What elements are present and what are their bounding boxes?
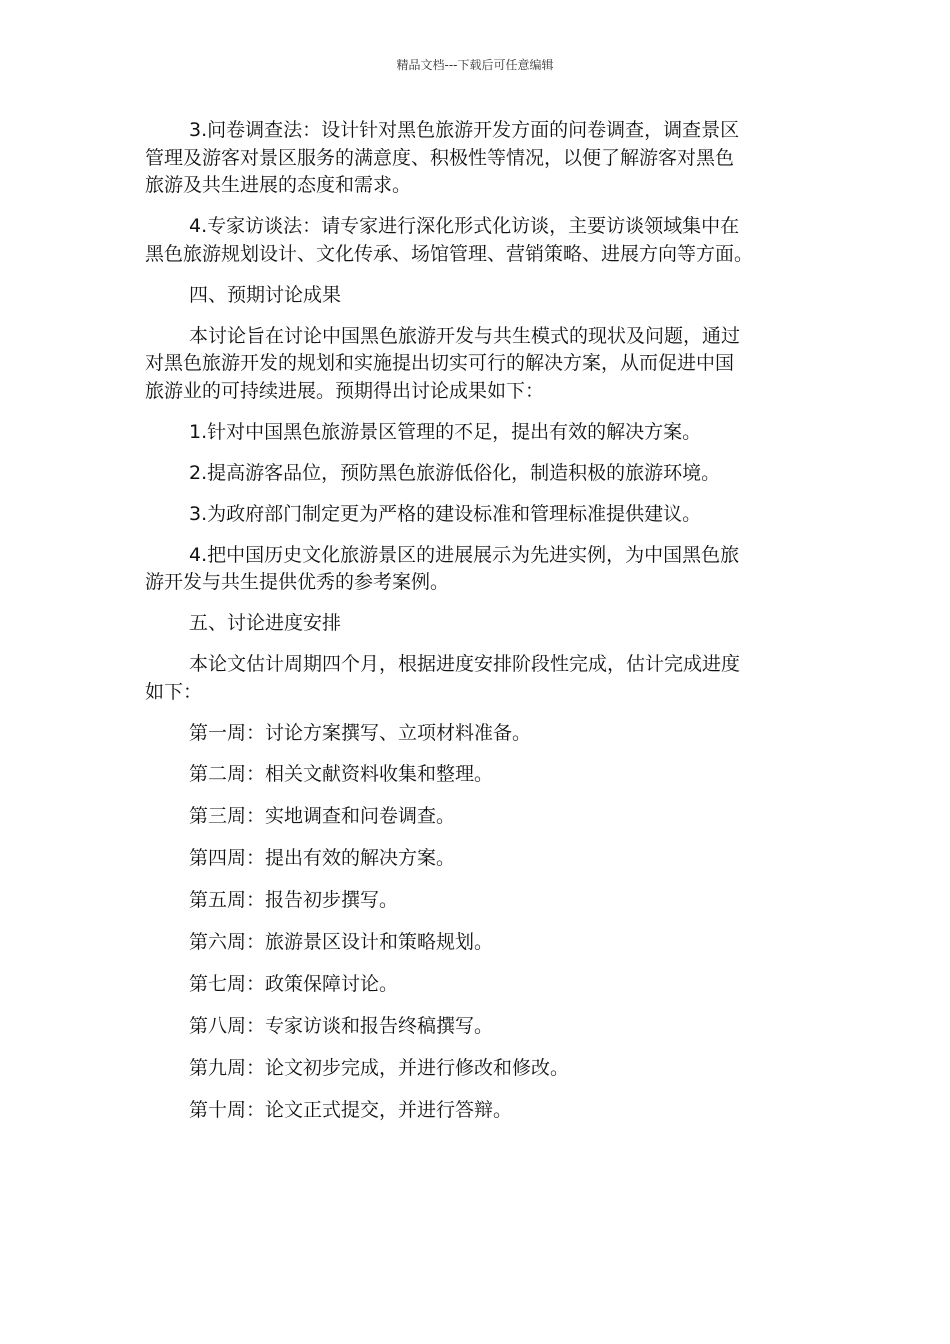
- page-header: 精品文档---下载后可任意编辑: [396, 58, 554, 72]
- result-item-3: 3.为政府部门制定更为严格的建设标准和管理标准提供建议。: [189, 502, 702, 525]
- result-item-1: 1.针对中国黑色旅游景区管理的不足，提出有效的解决方案。: [189, 420, 702, 443]
- text-line: 旅游业的可持续进展。预期得出讨论成果如下：: [145, 379, 545, 402]
- text-line: 旅游及共生进展的态度和需求。: [145, 174, 412, 196]
- schedule-week-1: 第一周：讨论方案撰写、立项材料准备。: [189, 721, 532, 744]
- section-heading-schedule: 五、讨论进度安排: [189, 612, 342, 634]
- text-line: 游开发与共生提供优秀的参考案例。: [145, 571, 450, 593]
- schedule-week-3: 第三周：实地调查和问卷调查。: [189, 805, 456, 828]
- text-line: 管理及游客对景区服务的满意度、积极性等情况，以便了解游客对黑色: [145, 146, 735, 169]
- paragraph-schedule-intro: [145, 651, 797, 706]
- result-item-2: 2.提高游客品位，预防黑色旅游低俗化，制造积极的旅游环境。: [189, 461, 721, 484]
- paragraph-expert-interview-method: [145, 213, 797, 268]
- schedule-week-9: 第九周：论文初步完成，并进行修改和修改。: [189, 1056, 570, 1079]
- result-item-4: [145, 542, 797, 597]
- schedule-week-6: 第六周：旅游景区设计和策略规划。: [189, 930, 494, 953]
- schedule-week-7: 第七周：政策保障讨论。: [189, 972, 399, 995]
- text-line: 4.专家访谈法：请专家进行深化形式化访谈，主要访谈领域集中在: [189, 215, 740, 237]
- schedule-week-4: 第四周：提出有效的解决方案。: [189, 847, 456, 870]
- document-body: [145, 117, 797, 1138]
- schedule-week-5: 第五周：报告初步撰写。: [189, 889, 399, 912]
- schedule-week-2: 第二周：相关文献资料收集和整理。: [189, 763, 494, 786]
- text-line: 本论文估计周期四个月，根据进度安排阶段性完成，估计完成进度: [189, 653, 741, 675]
- schedule-week-10: 第十周：论文正式提交，并进行答辩。: [189, 1098, 513, 1121]
- text-line: 3.问卷调查法：设计针对黑色旅游开发方面的问卷调查，调查景区: [189, 119, 740, 141]
- text-line: 4.把中国历史文化旅游景区的进展展示为先进实例，为中国黑色旅: [189, 543, 740, 566]
- paragraph-results-intro: [145, 323, 797, 406]
- text-line: 黑色旅游规划设计、文化传承、场馆管理、营销策略、进展方向等方面。: [145, 242, 754, 265]
- section-heading-expected-results: 四、预期讨论成果: [189, 283, 342, 306]
- text-line: 对黑色旅游开发的规划和实施提出切实可行的解决方案，从而促进中国: [145, 352, 735, 374]
- paragraph-questionnaire-method: [145, 117, 797, 200]
- text-line: 如下：: [145, 680, 203, 703]
- text-line: 本讨论旨在讨论中国黑色旅游开发与共生模式的现状及问题，通过: [189, 324, 741, 347]
- schedule-week-8: 第八周：专家访谈和报告终稿撰写。: [189, 1014, 494, 1037]
